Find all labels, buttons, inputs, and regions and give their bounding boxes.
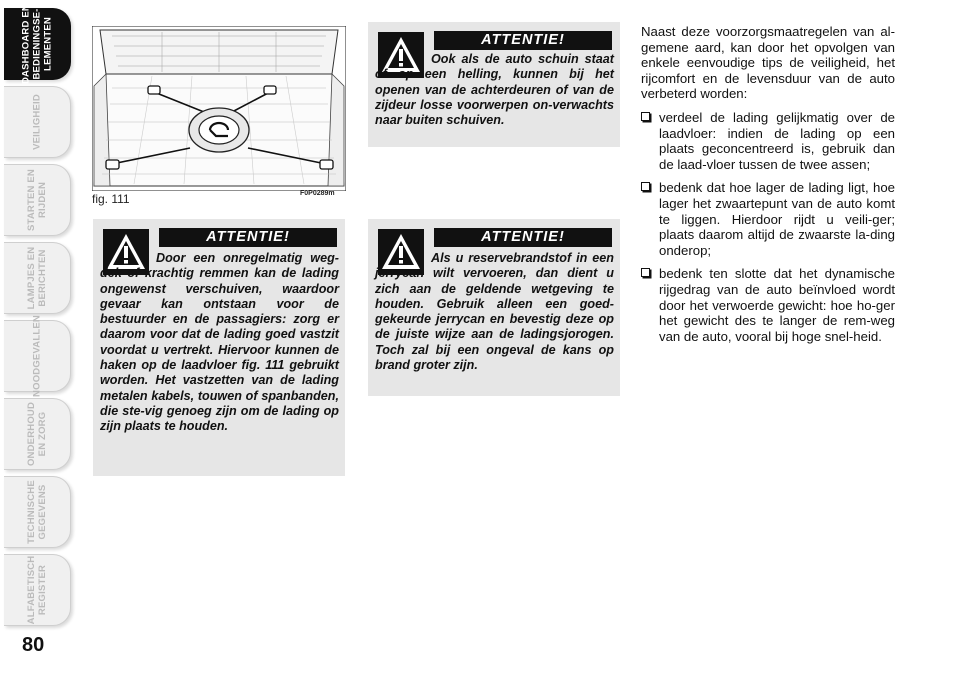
cargo-floor-illustration [92,26,346,191]
tab-noodgevallen[interactable] [4,315,71,397]
loading-tips [641,24,895,352]
tab-alfabetisch-register[interactable] [4,554,71,626]
figure-code: F0P0289m [300,190,335,197]
cargo-floor-figure [92,26,346,204]
list-item [641,110,895,172]
list-item-text: bedenk ten slotte dat het dynamische rijgedrag van de auto beïnvloed wordt door het verwoerde gewicht: hoe ho-ger het gewicht des te langer de rem-weg van de auto, vooral bij hoge snel-heid. [659,266,895,344]
tab-onderhoud-en-zorg[interactable] [4,398,71,470]
tab-starten-en-rijden[interactable] [4,164,71,236]
warning-box-jerrycan [368,219,620,396]
chapter-tabs [4,0,72,640]
tab-label: DASHBOARD EN BEDIENINGSE- LEMENTEN [20,4,54,84]
tab-label: LAMPJES EN BERICHTEN [26,246,48,310]
tab-veiligheid[interactable] [4,86,71,158]
warning-title: ATTENTIE! [434,228,612,247]
tab-label: STARTEN EN RIJDEN [26,169,48,231]
tab-label: ALFABETISCH REGISTER [26,555,48,625]
warning-title: ATTENTIE! [434,31,612,50]
tab-label: ONDERHOUD EN ZORG [26,401,48,467]
warning-box-sloped-parking [368,22,620,147]
warning-title: ATTENTIE! [159,228,337,247]
list-item-text: verdeel de lading gelijkmatig over de laadvloer: indien de lading op een plaats geconcentreerd is, gebruik dan de laad-vloer tussen de twee assen; [659,109,895,172]
warning-box-load-securing [93,219,345,476]
tab-technische-gegevens[interactable] [4,476,71,548]
checkbox-bullet-icon [641,182,650,191]
checkbox-bullet-icon [641,112,650,121]
tab-label: TECHNISCHE GEGEVENS [26,480,48,544]
warning-text: Ook als de auto schuin staat of op een helling, kunnen bij het openen van de achterdeuren of van de zijdeur losse voorwerpen on-verwachts naar buiten schuiven. [375,52,614,128]
list-item [641,180,895,258]
tab-lampjes-en-berichten[interactable] [4,242,71,314]
tab-label: NOODGEVALLEN [31,315,43,397]
tab-dashboard[interactable] [4,4,71,84]
warning-text: Als u reservebrandstof in een jerrycan wilt vervoeren, dan dient u zich aan de geldende wetgeving te houden. Gebruik alleen een goed-gekeurde jerrycan en bevestig deze op de juiste wijze aan de ladingsjorogen. Toch zal bij een ongeval de kans op brand groter zijn. [375,251,614,373]
checkbox-bullet-icon [641,268,650,277]
figure-caption: fig. 111 [92,192,130,206]
warning-text: Door een onregelmatig weg-dek of krachtig remmen kan de lading ongewenst verschuiven, waardoor gevaar kan ontstaan voor de bestuurder en de passagiers: zorg er daarom voor dat de lading goed vastzit voordat u vertrekt. Hiervoor kunnen de haken op de laadvloer fig. 111 gebruikt worden. Het vastzetten van de lading metalen kabels, touwen of spanbanden, die ste-vig genoeg zijn om de lading op zijn plaats te houden. [100,251,339,434]
tab-label: VEILIGHEID [31,94,43,150]
list-item-text: bedenk dat hoe lager de lading ligt, hoe lager het zwaartepunt van de auto komt te liggen. Hierdoor rijdt u veili-ger; plaats daarom altijd de zwaarste la-ding onderop; [659,180,895,258]
page-number: 80 [22,634,45,656]
list-item [641,266,895,344]
intro-paragraph: Naast deze voorzorgsmaatregelen van al-gemene aard, kan door het opvolgen van enkele eenvoudige tips de veiligheid, het rijcomfort en de levensduur van de auto verbeterd worden: [641,24,895,102]
